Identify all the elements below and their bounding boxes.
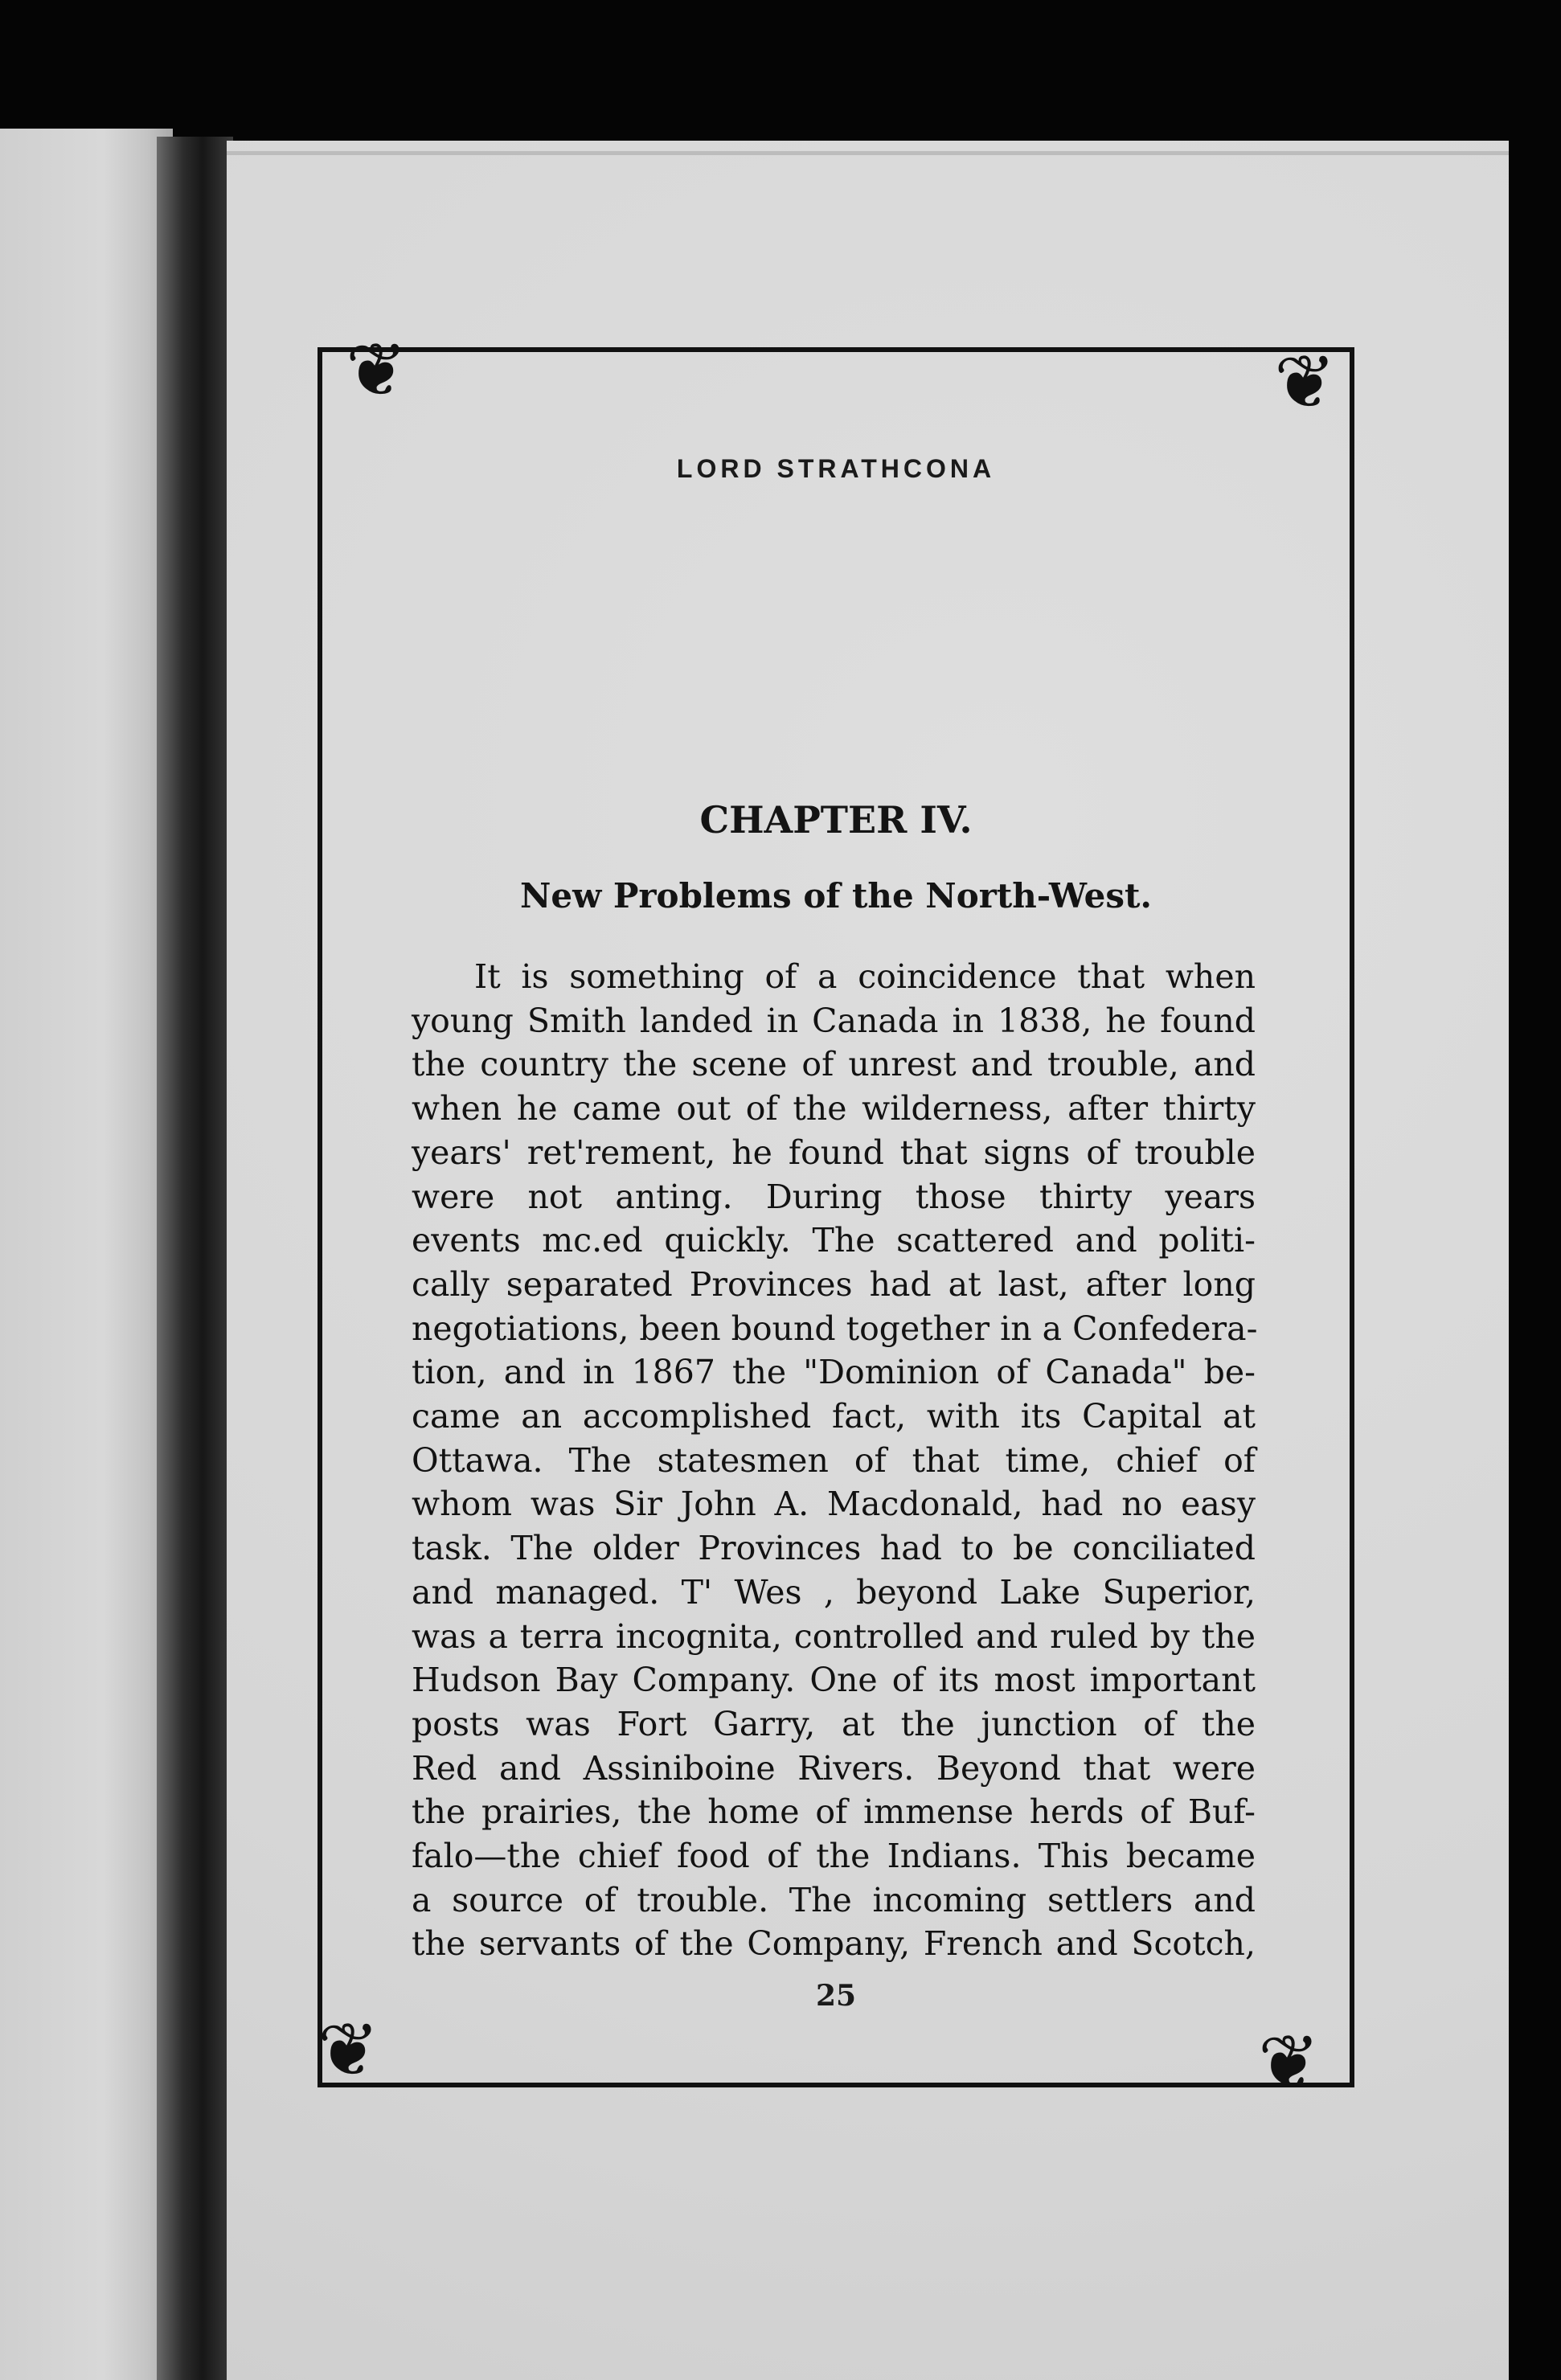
body-paragraph: [412, 955, 1256, 1966]
text-line: and managed. T' Wes , beyond Lake Superior,: [412, 1572, 1256, 1612]
text-line: young Smith landed in Canada in 1838, he found: [412, 1001, 1256, 1040]
text-line: years' ret'rement, he found that signs of trouble: [412, 1133, 1256, 1172]
chapter-subtitle: New Problems of the North-West.: [519, 876, 1153, 916]
text-line: negotiations, been bound together in a Confedera-: [412, 1309, 1258, 1348]
text-line: the country the scene of unrest and trouble, and: [412, 1045, 1256, 1084]
text-line: cally separated Provinces had at last, after long: [412, 1264, 1256, 1304]
corner-ornament-icon: ❦: [346, 327, 408, 413]
text-line: task. The older Provinces had to be conciliated: [412, 1529, 1256, 1568]
corner-ornament-icon: ❦: [1258, 2019, 1321, 2105]
chapter-title: CHAPTER IV.: [699, 798, 973, 842]
left-page: [0, 129, 173, 2380]
text-line: falo—the chief food of the Indians. This became: [412, 1837, 1256, 1876]
corner-ornament-icon: ❦: [318, 2007, 380, 2093]
text-line: Ottawa. The statesmen of that time, chief of: [412, 1440, 1256, 1480]
page-number: 25: [815, 1979, 857, 2013]
text-line: were not anting. During those thirty years: [412, 1177, 1256, 1216]
text-line: the servants of the Company, French and Scotch,: [412, 1924, 1256, 1964]
text-line: events mc.ed quickly. The scattered and politi-: [412, 1221, 1256, 1260]
corner-ornament-icon: ❦: [1274, 339, 1337, 425]
text-line: the prairies, the home of immense herds of Buf-: [412, 1792, 1256, 1832]
text-line: It is something of a coincidence that when: [474, 957, 1256, 996]
text-line: came an accomplished fact, with its Capital at: [412, 1397, 1256, 1436]
text-line: Hudson Bay Company. One of its most important: [412, 1661, 1256, 1700]
text-line: when he came out of the wilderness, after thirty: [412, 1089, 1256, 1129]
text-line: a source of trouble. The incoming settlers and: [412, 1880, 1256, 1919]
text-line: was a terra incognita, controlled and ruled by the: [412, 1616, 1256, 1656]
page-edge: [227, 151, 1509, 155]
text-line: Red and Assiniboine Rivers. Beyond that were: [412, 1748, 1256, 1788]
text-line: tion, and in 1867 the "Dominion of Canada" be-: [412, 1353, 1256, 1392]
text-line: posts was Fort Garry, at the junction of the: [412, 1704, 1256, 1743]
running-head: LORD STRATHCONA: [676, 454, 996, 483]
book-gutter: [157, 137, 233, 2380]
text-line: whom was Sir John A. Macdonald, had no easy: [412, 1485, 1256, 1524]
